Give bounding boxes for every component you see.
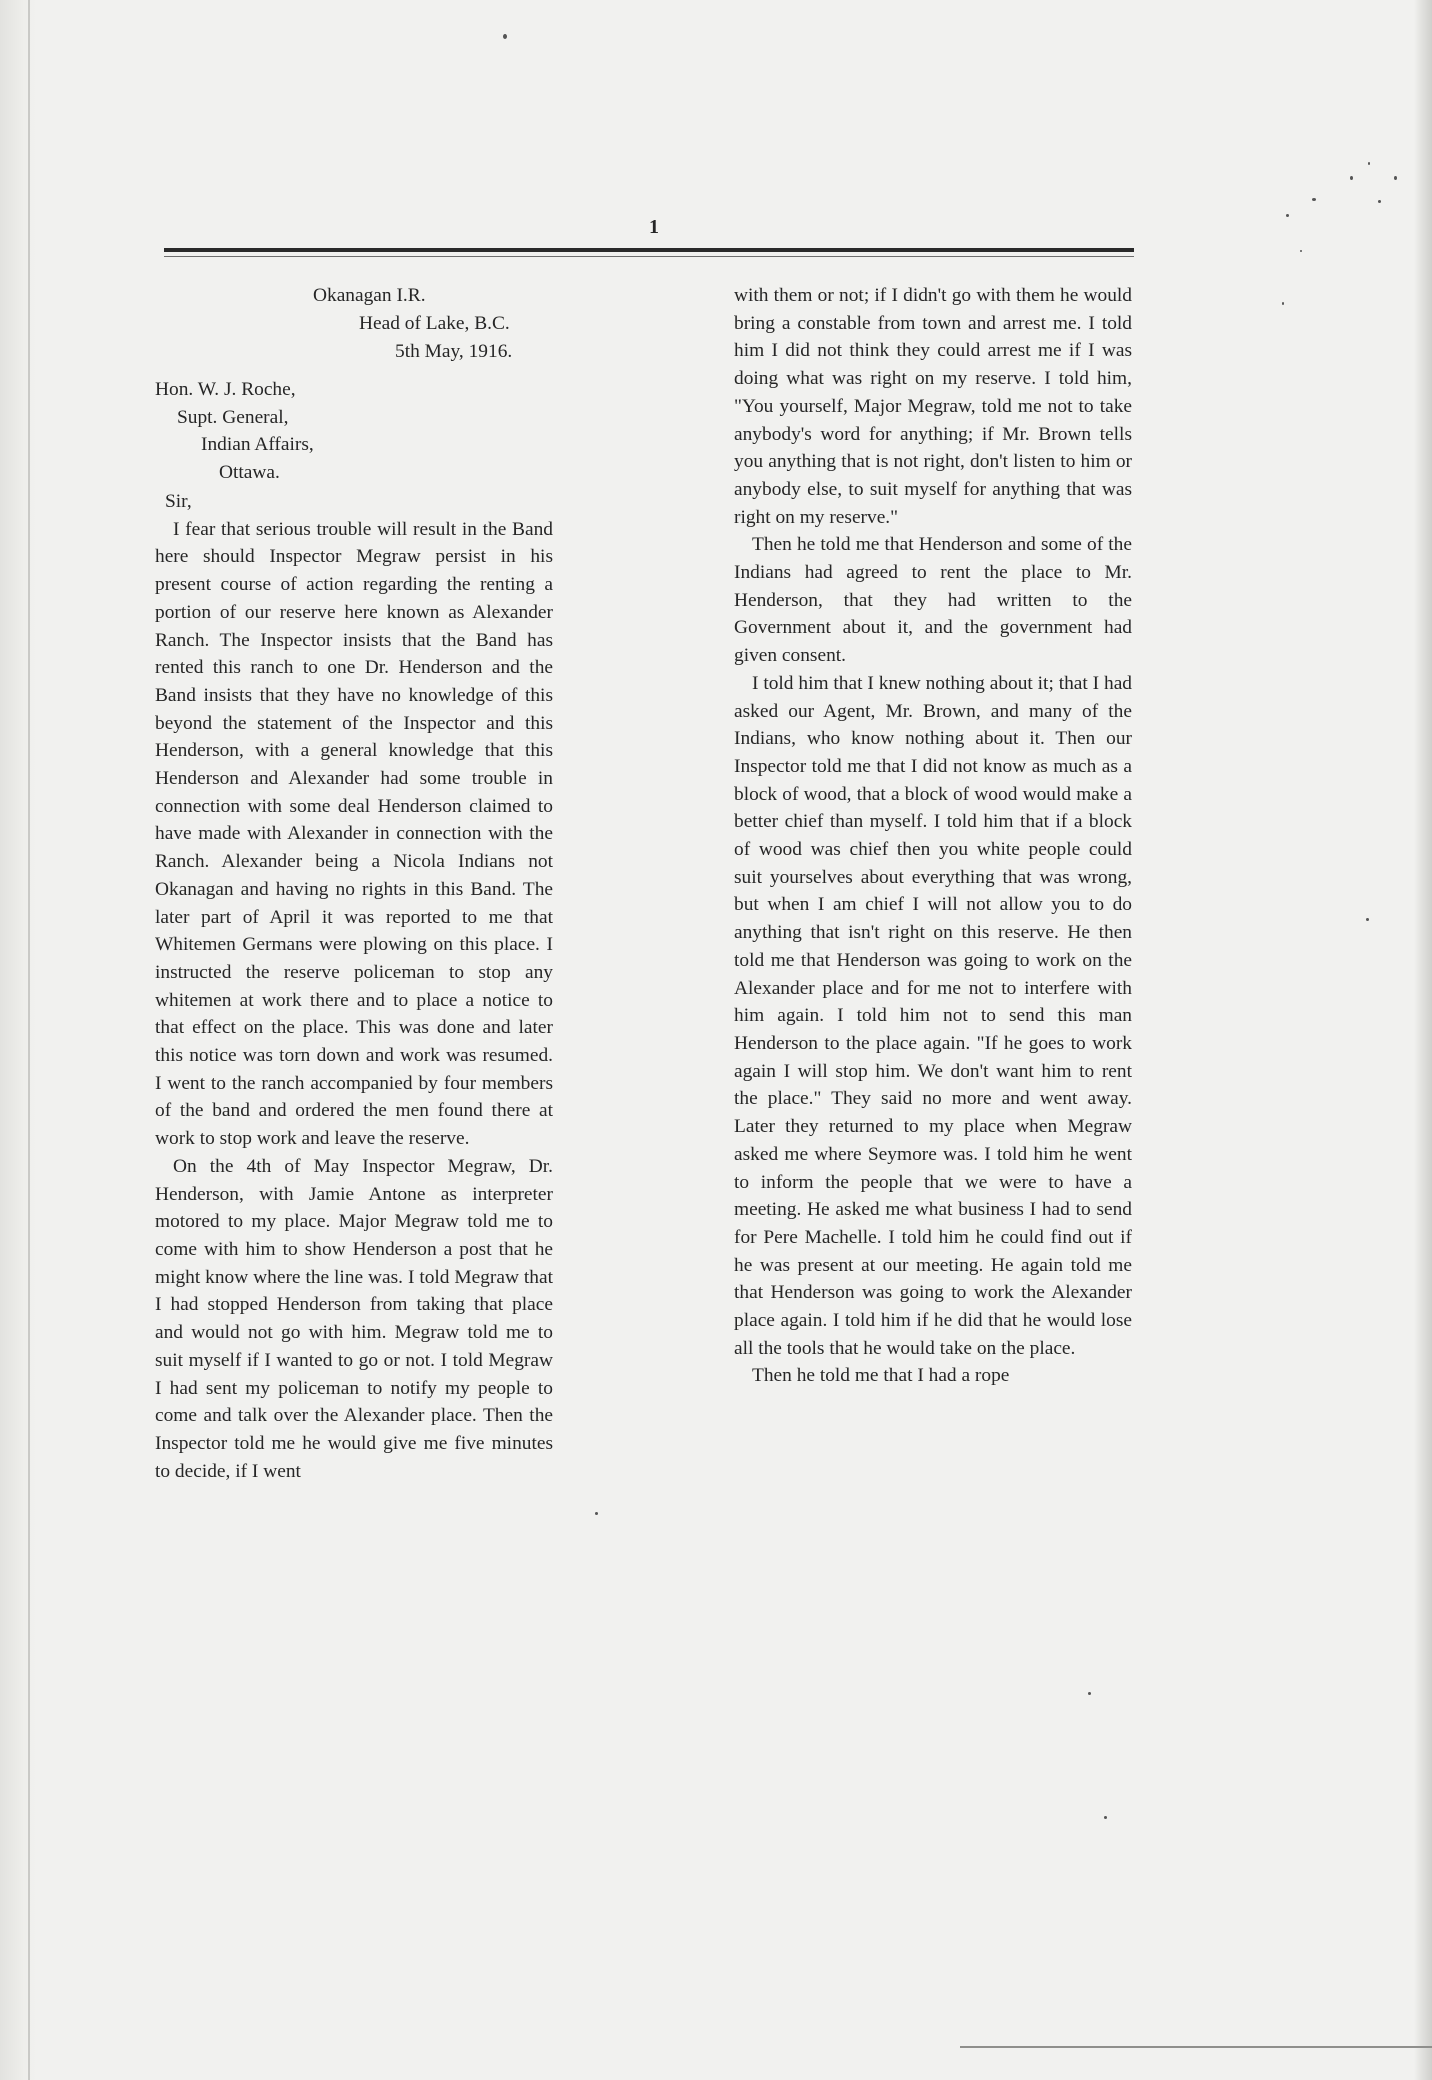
address-line: Supt. General, [177,406,289,428]
body-paragraph-continued: with them or not; if I didn't go with them he would bring a constable from town and arrest me. I told him I did not think they could arrest me if I was doing what was right on my reserve. I told him, "You yourself, Major Megraw, told me not to take anybody's word for anything; if Mr. Brown tells you anything that is not right, don't listen to him or anybody else, to suit myself for anything that was right on my reserve." [734,285,1132,528]
header-rule-thin [164,256,1134,257]
scan-speck [1088,1692,1091,1695]
salutation: Sir, [165,491,192,512]
scan-speck [1282,302,1284,305]
scan-left-edge-line [28,0,30,2080]
recipient-address [155,376,553,486]
page-number: 1 [649,216,659,238]
scan-speck [1378,200,1381,203]
scan-speck [1366,918,1369,921]
scan-speck [1394,176,1397,180]
scan-right-edge-shadow [1414,0,1432,2080]
heading-date: 5th May, 1916. [395,341,513,362]
scan-speck [1350,176,1353,180]
left-column [155,282,553,1485]
scan-speck [1368,162,1370,165]
address-line: Indian Affairs, [201,434,314,455]
right-column [734,282,1132,1390]
letter-heading [313,282,553,366]
scan-speck [503,34,507,39]
scan-speck [1104,1816,1107,1819]
heading-place: Okanagan I.R. [313,285,426,306]
body-paragraph: I told him that I knew nothing about it; that I had asked our Agent, Mr. Brown, and many of the Indians, who know nothing about it. Then our Inspector told me that I did not know as much as a block of wood, that a block of wood would make a better chief than myself. I told him that if a block of wood was chief then you white people could suit yourselves about everything that was wrong, but when I am chief I will not allow you to do anything that isn't right on this reserve. He then told me that Henderson was going to work on the Alexander place and for me not to interfere with him again. I told him not to send this man Henderson to the place again. "If he goes to work again I will stop him. We don't want him to rent the place." They said no more and went away. Later they returned to my place when Megraw asked me where Seymore was. I told him he went to inform the people that we were to have a meeting. He asked me what business I had to send for Pere Machelle. I told him he could find out if he was present at our meeting. He again told me that Henderson was going to work the Alexander place again. I told him if he did that he would lose all the tools that he would take on the place. [734,672,1132,1359]
scan-speck [1312,198,1316,201]
body-paragraph: Then he told me that I had a rope [752,1365,1010,1387]
scan-left-edge-shadow [0,0,36,2080]
address-line: Hon. W. J. Roche, [155,379,296,400]
body-paragraph: I fear that serious trouble will result in the Band here should Inspector Megraw persist in his present course of action regarding the renting a portion of our reserve here known as Alexander Ranch. The Inspector insists that the Band has rented this ranch to one Dr. Henderson and the Band insists that they have no knowledge of this beyond the statement of the Inspector and this Henderson, with a general knowledge that this Henderson and Alexander had some trouble in connection with some deal Henderson claimed to have made with Alexander in connection with the Ranch. Alexander being a Nicola Indians not Okanagan and having no rights in this Band. The later part of April it was reported to me that Whitemen Germans were plowing on this place. I instructed the reserve policeman to stop any whitemen at work there and to place a notice to that effect on the place. This was done and later this notice was torn down and work was resumed. I went to the ranch accompanied by four members of the band and ordered the men found there at work to stop work and leave the reserve. [155,518,553,1150]
body-paragraph: On the 4th of May Inspector Megraw, Dr. Henderson, with Jamie Antone as interpreter motored to my place. Major Megraw told me to come with him to show Henderson a post that he might know where the line was. I told Megraw that I had stopped Henderson from taking that place and would not go with him. Megraw told me to suit myself if I wanted to go or not. I told Megraw I had sent my policeman to notify my people to come and talk over the Alexander place. Then the Inspector told me he would give me five minutes to decide, if I went [155,1155,553,1482]
scan-speck [595,1512,598,1515]
address-line: Ottawa. [219,461,280,483]
header-rule-thick [164,248,1134,252]
heading-location: Head of Lake, B.C. [359,313,510,334]
scan-speck [1286,214,1289,217]
scan-speck [1300,250,1302,252]
body-paragraph: Then he told me that Henderson and some of the Indians had agreed to rent the place to Mr. Henderson, that they had written to the Government about it, and the government had given consent. [734,534,1132,667]
scan-bottom-edge-line [960,2046,1432,2048]
